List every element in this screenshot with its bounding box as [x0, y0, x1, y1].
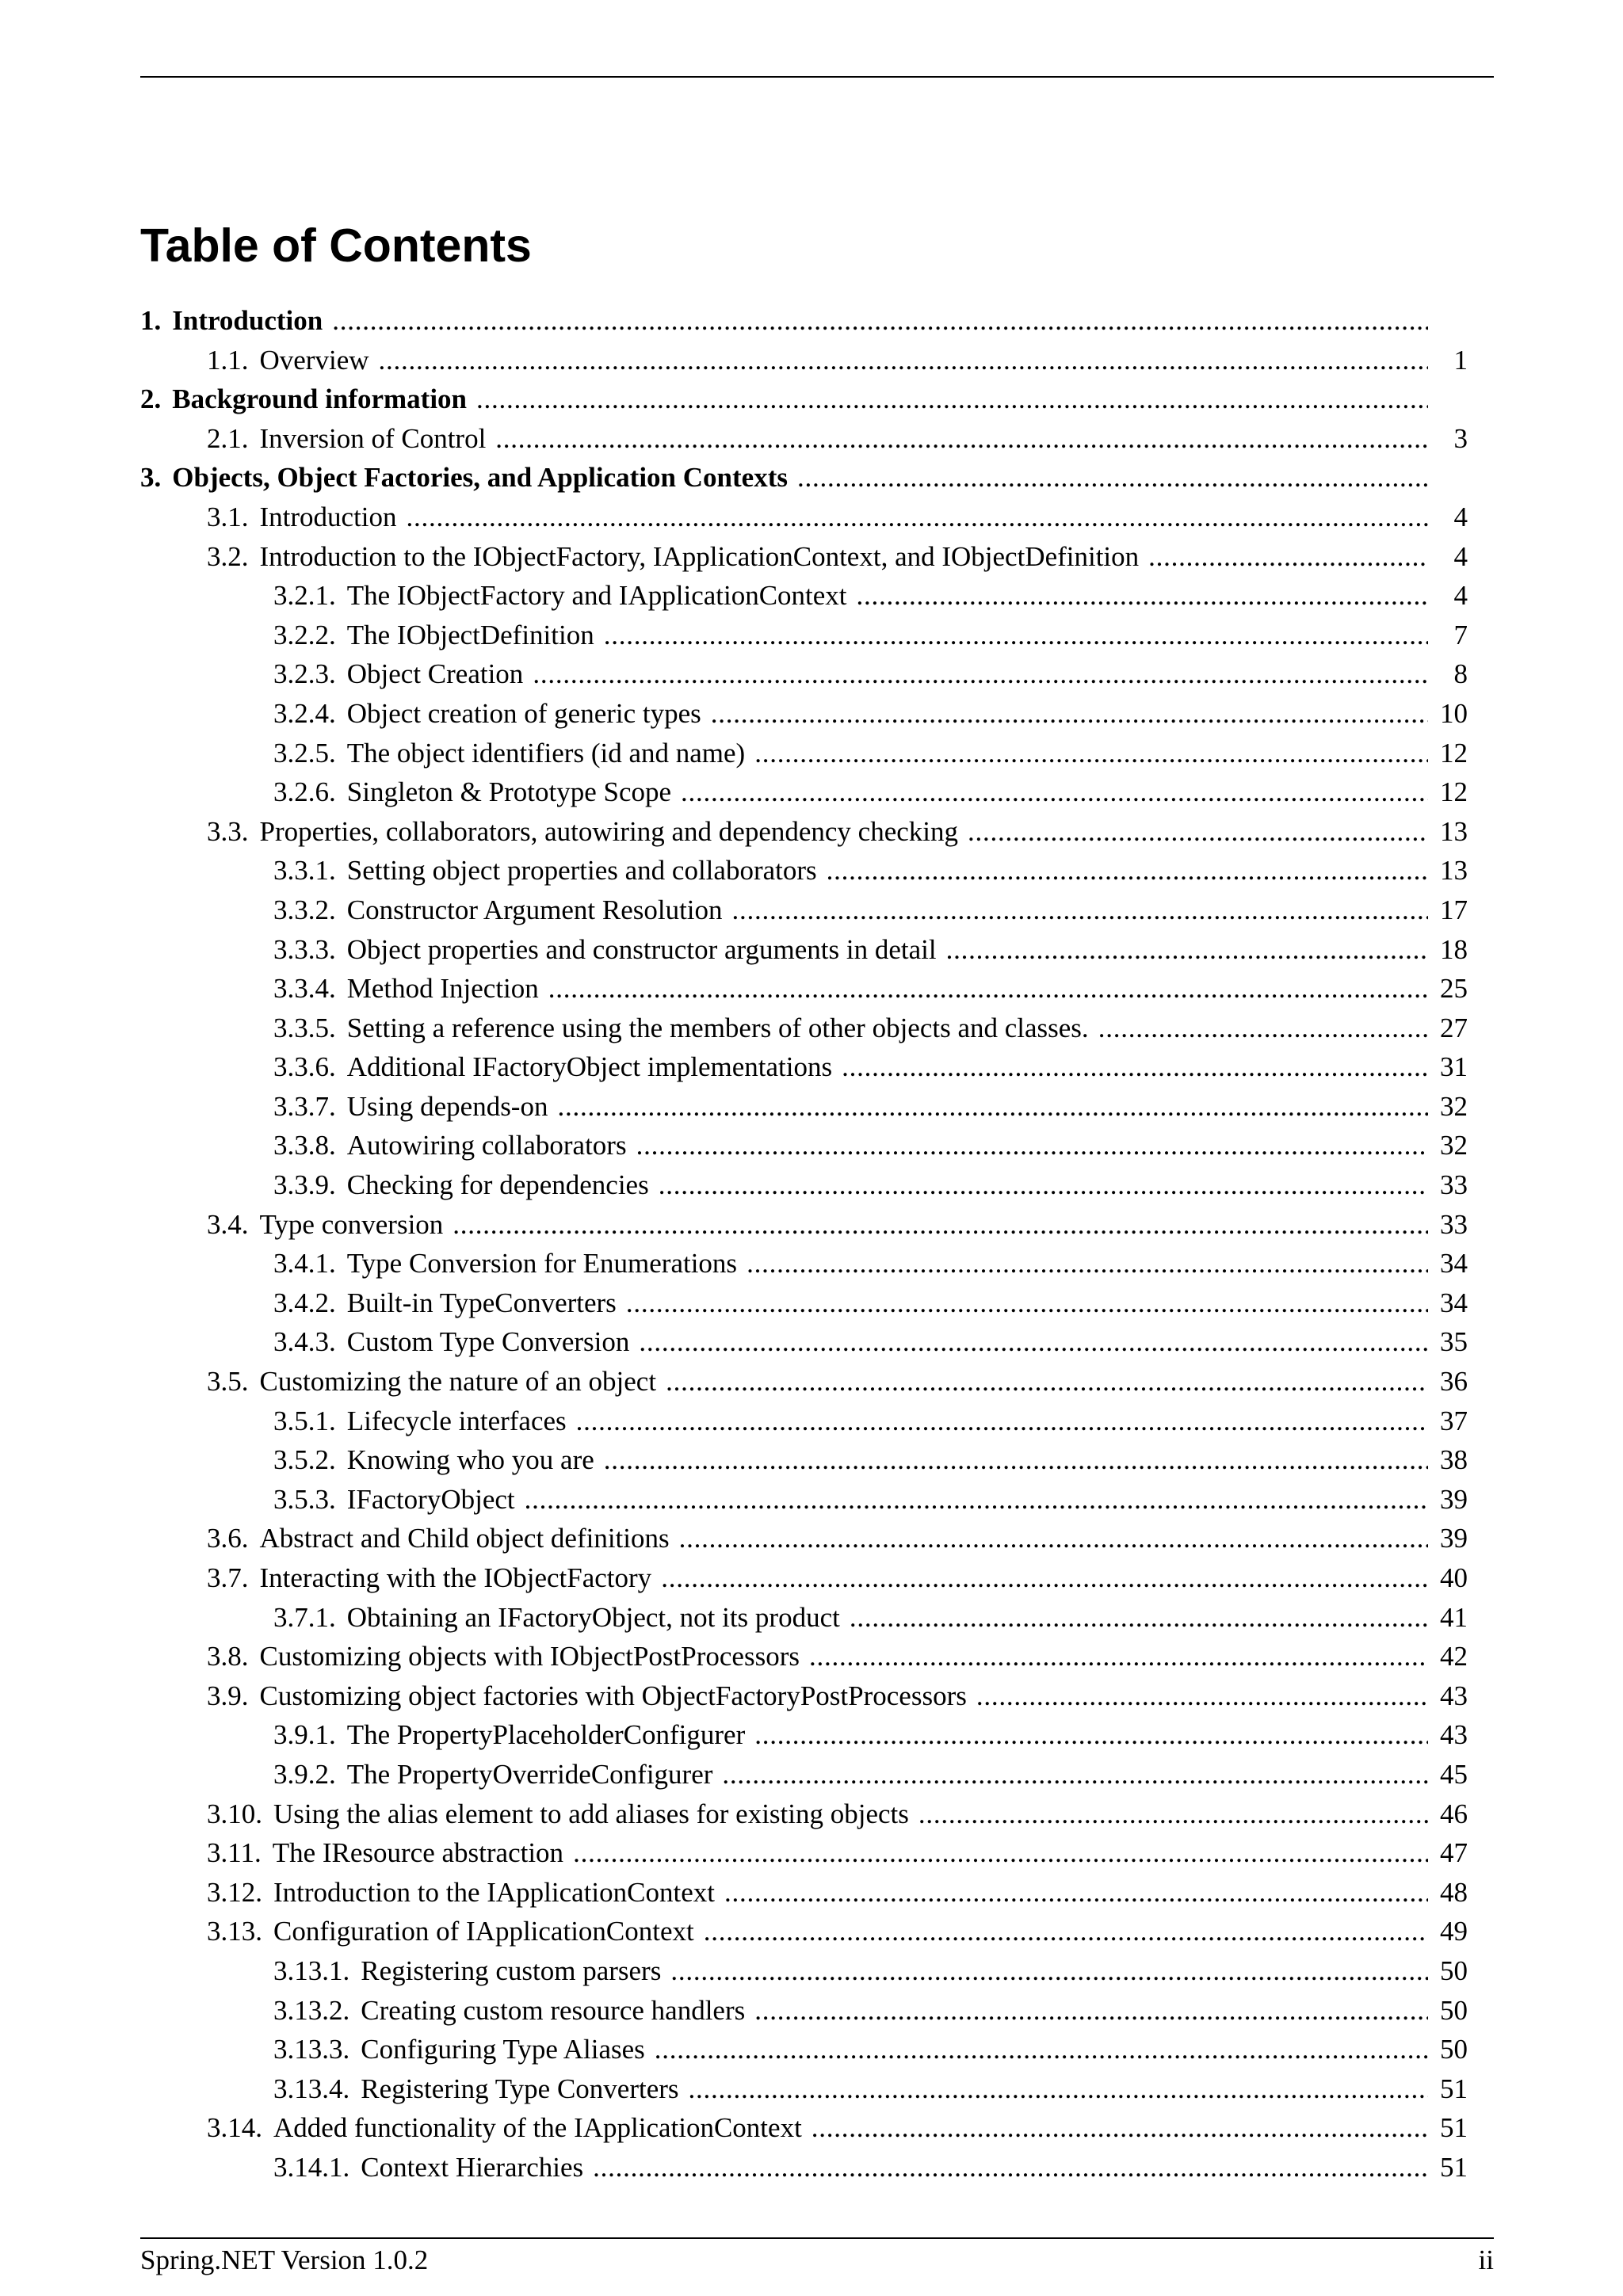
- toc-leader-dots: [626, 1283, 1428, 1323]
- toc-entry-number: 3.12.: [207, 1876, 262, 1908]
- toc-entry[interactable]: [140, 2030, 1468, 2069]
- toc-leader-dots: [809, 1637, 1428, 1676]
- toc-entry-title[interactable]: Object creation of generic types: [346, 697, 701, 729]
- toc-entry-page[interactable]: 18: [1440, 933, 1468, 965]
- toc-entry-title[interactable]: Lifecycle interfaces: [346, 1405, 567, 1436]
- toc-entry[interactable]: [140, 1912, 1468, 1951]
- toc-entry-page[interactable]: 34: [1440, 1248, 1468, 1280]
- toc-entry[interactable]: [140, 1755, 1468, 1794]
- toc-entry-page[interactable]: 47: [1440, 1837, 1468, 1869]
- toc-entry[interactable]: [140, 851, 1468, 891]
- toc-entry-title[interactable]: Knowing who you are: [346, 1444, 594, 1476]
- toc-leader-dots: [495, 419, 1428, 459]
- toc-entry[interactable]: [140, 616, 1468, 655]
- toc-entry-title[interactable]: Properties, collaborators, autowiring and dependency checking: [259, 815, 959, 847]
- toc-entry-number: 3.2.: [207, 540, 249, 572]
- toc-entry-page[interactable]: 50: [1440, 2034, 1468, 2065]
- toc-leader-dots: [332, 301, 1428, 341]
- toc-entry-number: 3.3.3.: [273, 933, 336, 965]
- toc-entry-title[interactable]: Customizing the nature of an object: [259, 1366, 657, 1398]
- toc-entry[interactable]: [140, 1637, 1468, 1676]
- toc-entry-page[interactable]: 40: [1440, 1562, 1468, 1593]
- toc-leader-dots: [557, 1087, 1428, 1127]
- toc-entry-page[interactable]: 4: [1453, 540, 1468, 572]
- toc-entry-number: 3.3.8.: [273, 1130, 336, 1161]
- toc-entry-page[interactable]: 1: [1453, 344, 1468, 376]
- toc-entry-page[interactable]: 46: [1440, 1798, 1468, 1829]
- toc-entry-number: 3.7.: [207, 1562, 249, 1593]
- table-of-contents: [140, 301, 1468, 2187]
- toc-entry-page[interactable]: 10: [1440, 697, 1468, 729]
- toc-entry-number: 3.3.7.: [273, 1090, 336, 1122]
- toc-entry[interactable]: [140, 1558, 1468, 1598]
- toc-entry[interactable]: [140, 1873, 1468, 1913]
- toc-entry[interactable]: [140, 1009, 1468, 1048]
- toc-entry[interactable]: [140, 1833, 1468, 1873]
- toc-entry-page[interactable]: 8: [1453, 658, 1468, 690]
- toc-entry[interactable]: [140, 458, 1468, 498]
- toc-entry[interactable]: [140, 301, 1468, 341]
- toc-entry[interactable]: [140, 498, 1468, 537]
- toc-leader-dots: [689, 2069, 1428, 2109]
- toc-entry-page[interactable]: 27: [1440, 1012, 1468, 1043]
- toc-entry-page[interactable]: 43: [1440, 1680, 1468, 1711]
- toc-entry[interactable]: [140, 1165, 1468, 1205]
- toc-entry-title[interactable]: Additional IFactoryObject implementations: [346, 1051, 833, 1083]
- toc-leader-dots: [1148, 537, 1428, 577]
- toc-entry-title[interactable]: Abstract and Child object definitions: [259, 1523, 670, 1554]
- toc-entry-number: 3.5.3.: [273, 1483, 336, 1515]
- toc-leader-dots: [827, 851, 1428, 891]
- toc-entry-number: 3.13.4.: [273, 2073, 350, 2104]
- toc-entry[interactable]: [140, 1676, 1468, 1716]
- toc-entry-page[interactable]: 39: [1440, 1523, 1468, 1554]
- toc-entry-title[interactable]: The PropertyOverrideConfigurer: [346, 1758, 713, 1790]
- footer-version: Spring.NET Version 1.0.2: [140, 2245, 429, 2275]
- toc-entry-number: 3.5.: [207, 1366, 249, 1398]
- toc-leader-dots: [976, 1676, 1428, 1716]
- toc-entry[interactable]: [140, 1440, 1468, 1480]
- toc-entry-number: 3.4.1.: [273, 1248, 336, 1280]
- toc-entry[interactable]: [140, 341, 1468, 380]
- toc-leader-dots: [476, 379, 1428, 419]
- toc-leader-dots: [670, 1951, 1428, 1991]
- toc-entry-number: 3.11.: [207, 1837, 262, 1869]
- toc-entry-number: 3.3.9.: [273, 1169, 336, 1201]
- toc-leader-dots: [968, 812, 1428, 852]
- toc-entry[interactable]: [140, 654, 1468, 694]
- toc-entry[interactable]: [140, 772, 1468, 812]
- toc-entry-title[interactable]: Custom Type Conversion: [346, 1326, 630, 1358]
- toc-leader-dots: [604, 1440, 1428, 1480]
- toc-leader-dots: [754, 1991, 1428, 2031]
- toc-entry[interactable]: [140, 1715, 1468, 1755]
- toc-entry-number: 3.13.3.: [273, 2034, 350, 2065]
- toc-leader-dots: [573, 1833, 1428, 1873]
- toc-leader-dots: [754, 1715, 1428, 1755]
- toc-entry-page[interactable]: 45: [1440, 1758, 1468, 1790]
- toc-entry-number: 3.13.1.: [273, 1955, 350, 1986]
- toc-entry-number: 3.1.: [207, 501, 249, 532]
- toc-leader-dots: [812, 2108, 1428, 2148]
- toc-entry-number: 3.3.6.: [273, 1051, 336, 1083]
- toc-entry[interactable]: [140, 1047, 1468, 1087]
- toc-entry[interactable]: [140, 1244, 1468, 1283]
- toc-leader-dots: [661, 1558, 1428, 1598]
- toc-leader-dots: [604, 616, 1428, 655]
- toc-entry-page[interactable]: 4: [1453, 501, 1468, 532]
- toc-entry-title[interactable]: Objects, Object Factories, and Application Contexts: [172, 462, 788, 494]
- toc-leader-dots: [704, 1912, 1428, 1951]
- toc-entry-number: 3.4.3.: [273, 1326, 336, 1358]
- toc-entry-number: 3.2.6.: [273, 776, 336, 808]
- toc-entry[interactable]: [140, 1283, 1468, 1323]
- toc-entry-title[interactable]: Introduction: [172, 305, 323, 336]
- toc-entry-number: 3.13.: [207, 1916, 262, 1947]
- toc-leader-dots: [407, 498, 1428, 537]
- toc-entry-title[interactable]: The IObjectDefinition: [346, 619, 594, 650]
- toc-leader-dots: [639, 1322, 1428, 1362]
- toc-entry-number: 3.9.2.: [273, 1758, 336, 1790]
- toc-entry-number: 3.8.: [207, 1641, 249, 1672]
- toc-entry-number: 1.1.: [207, 344, 249, 376]
- toc-leader-dots: [850, 1598, 1428, 1638]
- toc-entry-number: 3.9.: [207, 1680, 249, 1711]
- toc-entry[interactable]: [140, 812, 1468, 852]
- toc-leader-dots: [655, 2030, 1428, 2069]
- toc-entry-number: 3.3.5.: [273, 1012, 336, 1043]
- toc-leader-dots: [636, 1126, 1428, 1165]
- toc-entry-number: 3.14.1.: [273, 2151, 350, 2183]
- toc-entry[interactable]: [140, 2148, 1468, 2187]
- toc-entry[interactable]: [140, 1126, 1468, 1165]
- toc-entry-number: 3.2.2.: [273, 619, 336, 650]
- toc-entry-number: 3.7.1.: [273, 1601, 336, 1633]
- toc-leader-dots: [453, 1205, 1428, 1245]
- toc-leader-dots: [842, 1047, 1428, 1087]
- toc-entry-title[interactable]: Introduction to the IObjectFactory, IApplicationContext, and IObjectDefinition: [259, 540, 1140, 572]
- toc-entry-page[interactable]: 13: [1440, 855, 1468, 887]
- toc-entry[interactable]: [140, 1402, 1468, 1441]
- toc-entry-title[interactable]: Type conversion: [259, 1208, 444, 1240]
- toc-entry-title[interactable]: Interacting with the IObjectFactory: [259, 1562, 652, 1593]
- toc-entry-page[interactable]: 7: [1453, 619, 1468, 650]
- toc-entry-number: 3.10.: [207, 1798, 262, 1829]
- toc-leader-dots: [533, 654, 1428, 694]
- toc-entry-title[interactable]: The IObjectFactory and IApplicationContext: [346, 580, 847, 612]
- toc-leader-dots: [681, 772, 1428, 812]
- toc-entry-page[interactable]: 51: [1440, 2073, 1468, 2104]
- toc-leader-dots: [946, 930, 1428, 970]
- toc-leader-dots: [659, 1165, 1428, 1205]
- toc-leader-dots: [732, 891, 1428, 930]
- toc-entry-number: 3.4.2.: [273, 1287, 336, 1318]
- toc-entry-title[interactable]: Customizing object factories with ObjectFactoryPostProcessors: [259, 1680, 967, 1711]
- toc-entry-number: 1.: [140, 305, 162, 336]
- toc-entry-number: 3.6.: [207, 1523, 249, 1554]
- toc-entry-page[interactable]: 50: [1440, 1994, 1468, 2026]
- toc-leader-dots: [754, 734, 1428, 773]
- toc-entry-number: 3.9.1.: [273, 1719, 336, 1751]
- toc-entry-title[interactable]: Configuration of IApplicationContext: [273, 1916, 694, 1947]
- toc-entry[interactable]: [140, 694, 1468, 734]
- toc-entry[interactable]: [140, 1362, 1468, 1402]
- toc-entry-number: 3.2.4.: [273, 697, 336, 729]
- toc-entry-page[interactable]: 48: [1440, 1876, 1468, 1908]
- toc-leader-dots: [918, 1794, 1428, 1834]
- toc-entry-number: 3.5.2.: [273, 1444, 336, 1476]
- toc-leader-dots: [722, 1755, 1428, 1794]
- toc-entry[interactable]: [140, 2108, 1468, 2148]
- toc-entry[interactable]: [140, 1951, 1468, 1991]
- toc-leader-dots: [747, 1244, 1428, 1283]
- toc-entry-page[interactable]: 32: [1440, 1130, 1468, 1161]
- toc-entry[interactable]: [140, 1598, 1468, 1638]
- toc-entry-title[interactable]: The PropertyPlaceholderConfigurer: [346, 1719, 746, 1751]
- toc-entry-page[interactable]: 51: [1440, 2112, 1468, 2144]
- toc-entry-page[interactable]: 43: [1440, 1719, 1468, 1751]
- toc-entry-title[interactable]: Autowiring collaborators: [346, 1130, 627, 1161]
- toc-entry-page[interactable]: 12: [1440, 776, 1468, 808]
- toc-entry-number: 3.2.5.: [273, 737, 336, 769]
- toc-entry-title[interactable]: Obtaining an IFactoryObject, not its product: [346, 1601, 840, 1633]
- toc-entry-title[interactable]: Configuring Type Aliases: [361, 2034, 645, 2065]
- toc-entry-page[interactable]: 35: [1440, 1326, 1468, 1358]
- toc-leader-dots: [1098, 1009, 1428, 1048]
- toc-entry-title[interactable]: Checking for dependencies: [346, 1169, 649, 1201]
- toc-entry-number: 3.2.1.: [273, 580, 336, 612]
- toc-entry-title[interactable]: Added functionality of the IApplicationContext: [273, 2112, 802, 2144]
- toc-entry-title[interactable]: Built-in TypeConverters: [346, 1287, 617, 1318]
- toc-entry-number: 2.: [140, 383, 162, 415]
- toc-entry-page[interactable]: 50: [1440, 1955, 1468, 1986]
- toc-entry-page[interactable]: 4: [1453, 580, 1468, 612]
- toc-entry-title[interactable]: Overview: [259, 344, 369, 376]
- toc-entry[interactable]: [140, 419, 1468, 459]
- toc-entry[interactable]: [140, 379, 1468, 419]
- toc-entry-title[interactable]: Constructor Argument Resolution: [346, 894, 723, 925]
- toc-entry-title[interactable]: Background information: [172, 383, 468, 415]
- toc-leader-dots: [857, 576, 1428, 616]
- toc-entry-page[interactable]: 33: [1440, 1169, 1468, 1201]
- toc-entry-number: 3.14.: [207, 2112, 262, 2144]
- toc-entry-page[interactable]: 38: [1440, 1444, 1468, 1476]
- toc-entry-page[interactable]: 33: [1440, 1208, 1468, 1240]
- toc-entry-page[interactable]: 17: [1440, 894, 1468, 925]
- toc-entry-title[interactable]: Customizing objects with IObjectPostProcessors: [259, 1641, 800, 1672]
- toc-entry-title[interactable]: Introduction to the IApplicationContext: [273, 1876, 715, 1908]
- toc-entry-title[interactable]: Creating custom resource handlers: [361, 1994, 746, 2026]
- toc-entry[interactable]: [140, 969, 1468, 1009]
- toc-entry[interactable]: [140, 1991, 1468, 2031]
- footer-rule: [140, 2237, 1494, 2239]
- toc-entry-title[interactable]: Object properties and constructor arguments in detail: [346, 933, 937, 965]
- toc-entry[interactable]: [140, 576, 1468, 616]
- toc-entry-page[interactable]: 13: [1440, 815, 1468, 847]
- toc-entry-title[interactable]: Using the alias element to add aliases for existing objects: [273, 1798, 909, 1829]
- toc-entry-title[interactable]: Using depends-on: [346, 1090, 548, 1122]
- toc-entry-title[interactable]: The object identifiers (id and name): [346, 737, 746, 769]
- toc-entry-number: 3.13.2.: [273, 1994, 350, 2026]
- toc-entry-page[interactable]: 12: [1440, 737, 1468, 769]
- toc-entry[interactable]: [140, 891, 1468, 930]
- toc-leader-dots: [797, 458, 1428, 498]
- toc-entry-page[interactable]: 31: [1440, 1051, 1468, 1083]
- toc-entry-page[interactable]: 34: [1440, 1287, 1468, 1318]
- toc-entry-page[interactable]: 36: [1440, 1366, 1468, 1398]
- toc-entry-page[interactable]: 51: [1440, 2151, 1468, 2183]
- toc-entry-page[interactable]: 32: [1440, 1090, 1468, 1122]
- toc-entry-page[interactable]: 3: [1453, 422, 1468, 454]
- toc-entry-page[interactable]: 42: [1440, 1641, 1468, 1672]
- toc-entry-number: 3.2.3.: [273, 658, 336, 690]
- toc-entry-title[interactable]: Setting object properties and collaborators: [346, 855, 817, 887]
- toc-entry-title[interactable]: Object Creation: [346, 658, 524, 690]
- toc-entry-number: 3.3.: [207, 815, 249, 847]
- toc-entry-number: 3.5.1.: [273, 1405, 336, 1436]
- toc-entry-page[interactable]: 25: [1440, 973, 1468, 1005]
- toc-entry-page[interactable]: 41: [1440, 1601, 1468, 1633]
- toc-entry-number: 3.3.1.: [273, 855, 336, 887]
- toc-entry-title[interactable]: Registering Type Converters: [361, 2073, 679, 2104]
- toc-entry-page[interactable]: 37: [1440, 1405, 1468, 1436]
- toc-entry[interactable]: [140, 1480, 1468, 1520]
- toc-entry[interactable]: [140, 1322, 1468, 1362]
- toc-entry-number: 3.: [140, 462, 162, 494]
- toc-leader-dots: [548, 969, 1428, 1009]
- toc-entry[interactable]: [140, 2069, 1468, 2109]
- toc-entry-title[interactable]: Inversion of Control: [259, 422, 487, 454]
- header-rule: [140, 76, 1494, 78]
- toc-entry[interactable]: [140, 734, 1468, 773]
- toc-entry-number: 3.3.4.: [273, 973, 336, 1005]
- toc-entry-title[interactable]: The IResource abstraction: [272, 1837, 564, 1869]
- toc-entry-title[interactable]: Introduction: [259, 501, 397, 532]
- toc-leader-dots: [679, 1519, 1428, 1558]
- toc-entry[interactable]: [140, 537, 1468, 577]
- toc-entry-page[interactable]: 39: [1440, 1483, 1468, 1515]
- toc-entry-page[interactable]: 49: [1440, 1916, 1468, 1947]
- toc-leader-dots: [525, 1480, 1428, 1520]
- toc-entry[interactable]: [140, 1087, 1468, 1127]
- toc-entry-title[interactable]: Type Conversion for Enumerations: [346, 1248, 738, 1280]
- toc-entry[interactable]: [140, 1794, 1468, 1834]
- toc-leader-dots: [576, 1402, 1428, 1441]
- toc-entry-title[interactable]: Registering custom parsers: [361, 1955, 662, 1986]
- toc-leader-dots: [724, 1873, 1428, 1913]
- toc-entry[interactable]: [140, 1519, 1468, 1558]
- toc-entry-title[interactable]: Setting a reference using the members of other objects and classes.: [346, 1012, 1089, 1043]
- toc-leader-dots: [666, 1362, 1428, 1402]
- toc-entry-number: 3.3.2.: [273, 894, 336, 925]
- page-title: Table of Contents: [140, 219, 532, 272]
- footer-page-number: ii: [1478, 2245, 1494, 2275]
- toc-entry[interactable]: [140, 1205, 1468, 1245]
- toc-leader-dots: [711, 694, 1428, 734]
- toc-entry-title[interactable]: Singleton & Prototype Scope: [346, 776, 672, 808]
- toc-entry[interactable]: [140, 930, 1468, 970]
- toc-entry-number: 2.1.: [207, 422, 249, 454]
- toc-entry-title[interactable]: IFactoryObject: [346, 1483, 515, 1515]
- toc-entry-title[interactable]: Method Injection: [346, 973, 539, 1005]
- toc-entry-number: 3.4.: [207, 1208, 249, 1240]
- toc-entry-title[interactable]: Context Hierarchies: [361, 2151, 584, 2183]
- toc-leader-dots: [593, 2148, 1428, 2187]
- toc-leader-dots: [379, 341, 1428, 380]
